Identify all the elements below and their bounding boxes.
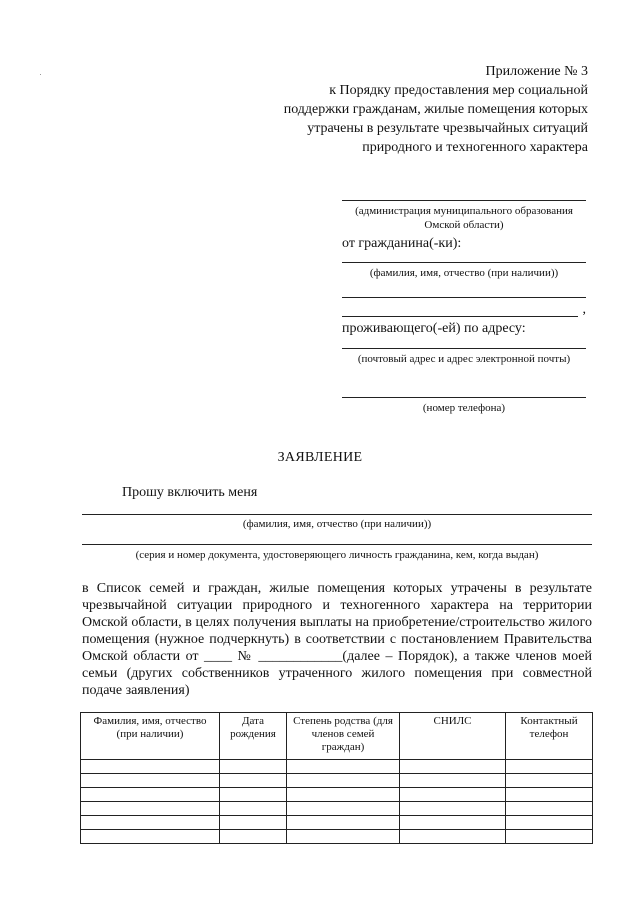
fio-caption: (фамилия, имя, отчество (при наличии)) (369, 267, 559, 279)
fio-extra-field[interactable] (342, 297, 586, 298)
table-row (81, 774, 593, 788)
table-cell[interactable] (506, 802, 593, 816)
table-cell[interactable] (506, 788, 593, 802)
col-header-relation: Степень родства (для членов семей граждан) (287, 713, 400, 760)
table-row (81, 802, 593, 816)
table-row (81, 760, 593, 774)
applicant-fio-line (82, 514, 592, 515)
table-cell[interactable] (287, 788, 400, 802)
table-cell[interactable] (220, 788, 287, 802)
table-row (81, 816, 593, 830)
table-cell[interactable] (81, 816, 220, 830)
phone-field[interactable] (342, 397, 586, 415)
table-cell[interactable] (287, 802, 400, 816)
table-cell[interactable] (506, 816, 593, 830)
table-cell[interactable] (81, 830, 220, 844)
table-cell[interactable] (506, 830, 593, 844)
admin-line (342, 200, 586, 201)
table-cell[interactable] (287, 760, 400, 774)
fio-extra-line (342, 297, 586, 298)
table-row (81, 788, 593, 802)
id-document-line (82, 544, 592, 545)
request-text: Прошу включить меня (122, 485, 258, 500)
table-cell[interactable] (400, 802, 506, 816)
scan-mark (40, 74, 41, 75)
col-header-fio: Фамилия, имя, отчество (при наличии) (81, 713, 220, 760)
postal-line (342, 348, 586, 349)
table-header-row (81, 713, 593, 760)
table-cell[interactable] (81, 760, 220, 774)
fio-extra-line-2 (342, 316, 578, 317)
table-cell[interactable] (287, 830, 400, 844)
table-cell[interactable] (220, 816, 287, 830)
table-cell[interactable] (220, 802, 287, 816)
from-label: от гражданина(-ки): (342, 236, 462, 251)
applicant-fio-caption: (фамилия, имя, отчество (при наличии)) (242, 518, 432, 530)
residing-label: проживающего(-ей) по адресу: (342, 321, 526, 336)
col-header-snils: СНИЛС (400, 713, 506, 760)
table-cell[interactable] (81, 802, 220, 816)
table-cell[interactable] (400, 830, 506, 844)
appendix-line: поддержки гражданам, жилые помещения которых (283, 102, 588, 117)
statement-body: в Список семей и граждан, жилые помещения которых утрачены в результате чрезвычайной ситуации природного и техногенного характера на территории Омской области, в целях получения выплаты на приобретение/строительство жилого помещения (нужное подчеркнуть) в соответствии с постановлением Правительства Омской области от ____ № ____________(далее – Порядок), а также членов моей семьи (других собственников утраченного жилого помещения при совместной подаче заявления) (82, 581, 592, 698)
col-header-phone: Контактный телефон (506, 713, 593, 760)
table-cell[interactable] (220, 760, 287, 774)
phone-line (342, 397, 586, 398)
appendix-line: Приложение № 3 (485, 64, 588, 79)
phone-caption: (номер телефона) (422, 402, 506, 414)
table-cell[interactable] (506, 774, 593, 788)
table-cell[interactable] (400, 788, 506, 802)
table-cell[interactable] (287, 816, 400, 830)
table-row (81, 830, 593, 844)
applicant-fio-field[interactable] (82, 514, 592, 531)
table-cell[interactable] (81, 788, 220, 802)
table-cell[interactable] (400, 774, 506, 788)
fio-field[interactable] (342, 262, 586, 280)
col-header-birth-date: Дата рождения (220, 713, 287, 760)
table-cell[interactable] (81, 774, 220, 788)
appendix-header (228, 62, 588, 157)
table-cell[interactable] (287, 774, 400, 788)
postal-caption: (почтовый адрес и адрес электронной почты) (357, 353, 571, 365)
table-cell[interactable] (220, 774, 287, 788)
appendix-line: природного и техногенного характера (362, 140, 588, 155)
postal-field[interactable] (342, 348, 586, 366)
admin-field[interactable] (342, 200, 586, 232)
id-document-caption: (серия и номер документа, удостоверяющего личность гражданина, кем, когда выдан) (135, 549, 539, 561)
family-members-table (80, 712, 593, 844)
table-cell[interactable] (400, 760, 506, 774)
table-cell[interactable] (220, 830, 287, 844)
appendix-line: к Порядку предоставления мер социальной (329, 83, 588, 98)
fio-line (342, 262, 586, 263)
comma: , (582, 302, 586, 317)
fio-extra-field-2[interactable] (342, 302, 586, 317)
statement-title: ЗАЯВЛЕНИЕ (277, 450, 363, 465)
id-document-field[interactable] (82, 544, 592, 562)
admin-caption: (администрация муниципального образования Омской области) (355, 205, 573, 231)
appendix-line: утрачены в результате чрезвычайных ситуаций (307, 121, 588, 136)
table-cell[interactable] (400, 816, 506, 830)
table-cell[interactable] (506, 760, 593, 774)
